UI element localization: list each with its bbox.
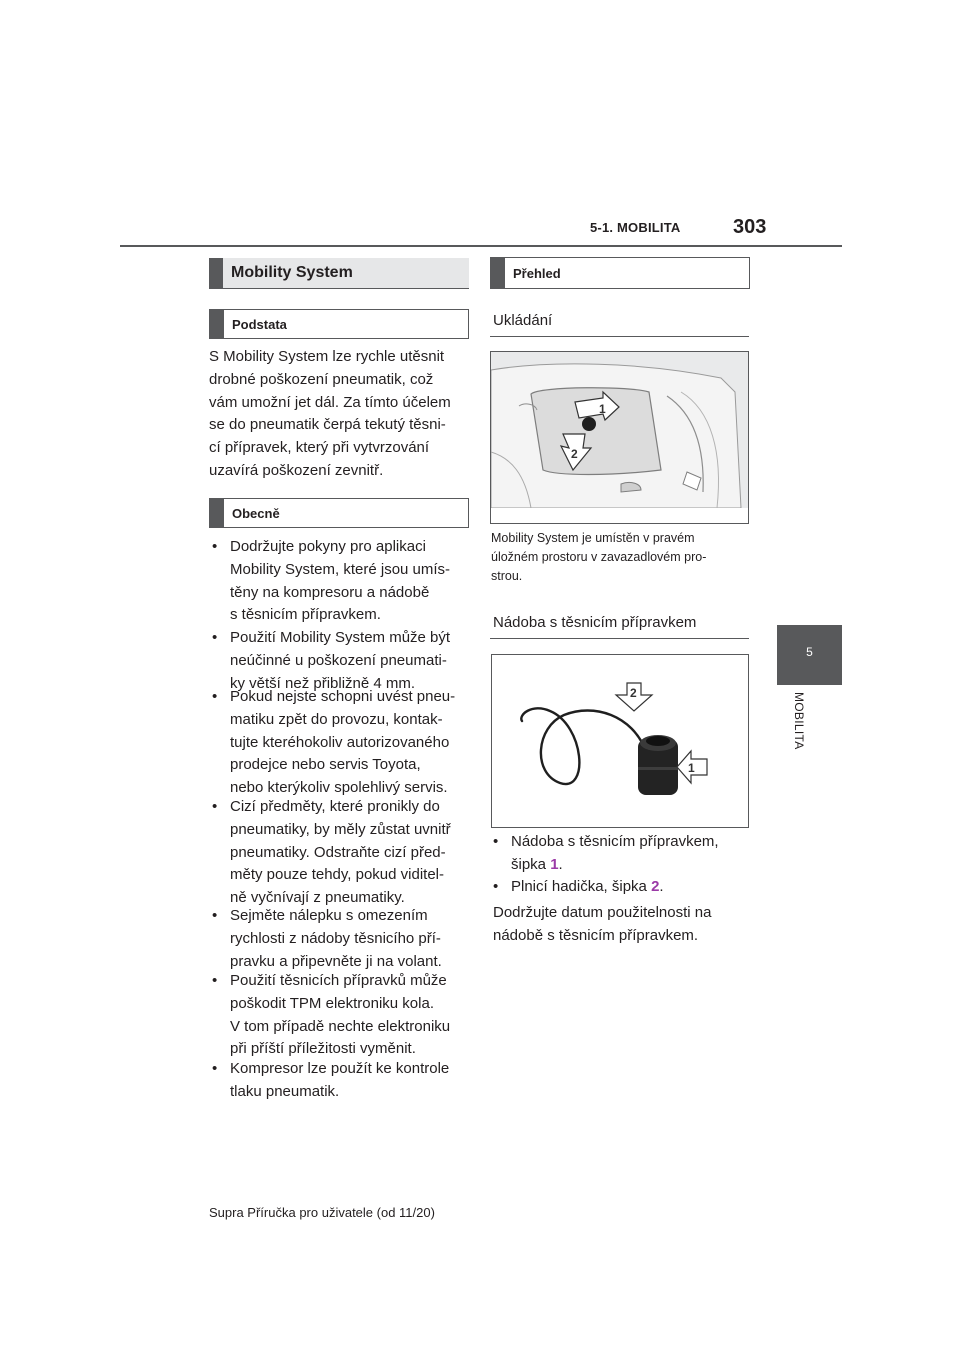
list-item: • Pokud nejste schopni uvést pneu- matiku zpět do provozu, kontak- tujte kteréhokoliv autorizovaného prodejce nebo servis Toyota, nebo kterýkoliv spolehlivý servis. bbox=[212, 688, 456, 797]
callout-number: 1 bbox=[550, 855, 559, 873]
heading-podstata: Podstata bbox=[209, 309, 469, 339]
subheading-rule bbox=[490, 638, 749, 639]
section-title: 5-1. MOBILITA bbox=[590, 220, 681, 235]
svg-text:1: 1 bbox=[599, 402, 606, 416]
list-item: • Použití Mobility System může být neúčinné u poškození pneumati- ky větší než přibližně 4 mm. bbox=[212, 629, 451, 692]
list-item: • Plnicí hadička, šipka 2. bbox=[493, 878, 664, 895]
chapter-number: 5 bbox=[806, 645, 813, 659]
container-figure bbox=[491, 654, 749, 828]
podstata-paragraph: S Mobility System lze rychle utěsnit drobné poškození pneumatik, což vám umožní jet dál. Za tímto účelem se do pneumatik čerpá tekutý těsni- cí přípravek, který při vytvrzování uzavírá poškození zevnitř. bbox=[209, 348, 451, 479]
subheading-rule bbox=[490, 336, 749, 337]
footer-text: Supra Příručka pro uživatele (od 11/20) bbox=[209, 1205, 435, 1220]
subheading-nadoba: Nádoba s těsnicím přípravkem bbox=[493, 614, 697, 631]
callout-number: 2 bbox=[651, 878, 660, 895]
expiry-note: Dodržujte datum použitelnosti na nádobě s těsnicím přípravkem. bbox=[493, 904, 712, 944]
page-number: 303 bbox=[733, 216, 767, 238]
svg-text:1: 1 bbox=[688, 761, 695, 775]
heading-prehled: Přehled bbox=[490, 257, 750, 289]
list-item: • Cizí předměty, které pronikly do pneumatiky, by měly zůstat uvnitř pneumatiky. Odstraňte cizí před- měty pouze tehdy, pokud viditel- ně vyčnívají z pneumatiky. bbox=[212, 798, 451, 907]
chapter-label: MOBILITA bbox=[792, 692, 806, 750]
list-item: • Dodržujte pokyny pro aplikaci Mobility System, které jsou umís- těny na kompresoru a nádobě s těsnicím přípravkem. bbox=[212, 538, 451, 624]
storage-caption: Mobility System je umístěn v pravém úložném prostoru v zavazadlovém pro- strou. bbox=[491, 531, 707, 583]
subheading-ukladani: Ukládání bbox=[493, 312, 553, 329]
list-item: • Kompresor lze použít ke kontrole tlaku pneumatik. bbox=[212, 1060, 450, 1100]
list-item: • Nádoba s těsnicím přípravkem, šipka 1. bbox=[493, 833, 719, 873]
svg-text:2: 2 bbox=[630, 686, 637, 700]
storage-figure bbox=[490, 351, 749, 524]
header-rule bbox=[120, 245, 842, 247]
list-item: • Použití těsnicích přípravků může poškodit TPM elektroniku kola. V tom případě nechte elektroniku při příští příležitosti vyměnit. bbox=[212, 972, 451, 1058]
list-item: • Sejměte nálepku s omezením rychlosti z nádoby těsnicího pří- pravku a připevněte ji na volant. bbox=[212, 907, 442, 970]
heading-obecne: Obecně bbox=[209, 498, 469, 528]
svg-text:2: 2 bbox=[571, 447, 578, 461]
trunk-illustration bbox=[491, 352, 748, 523]
heading-mobility-system: Mobility System bbox=[209, 258, 469, 289]
sealant-container-illustration bbox=[492, 655, 748, 827]
